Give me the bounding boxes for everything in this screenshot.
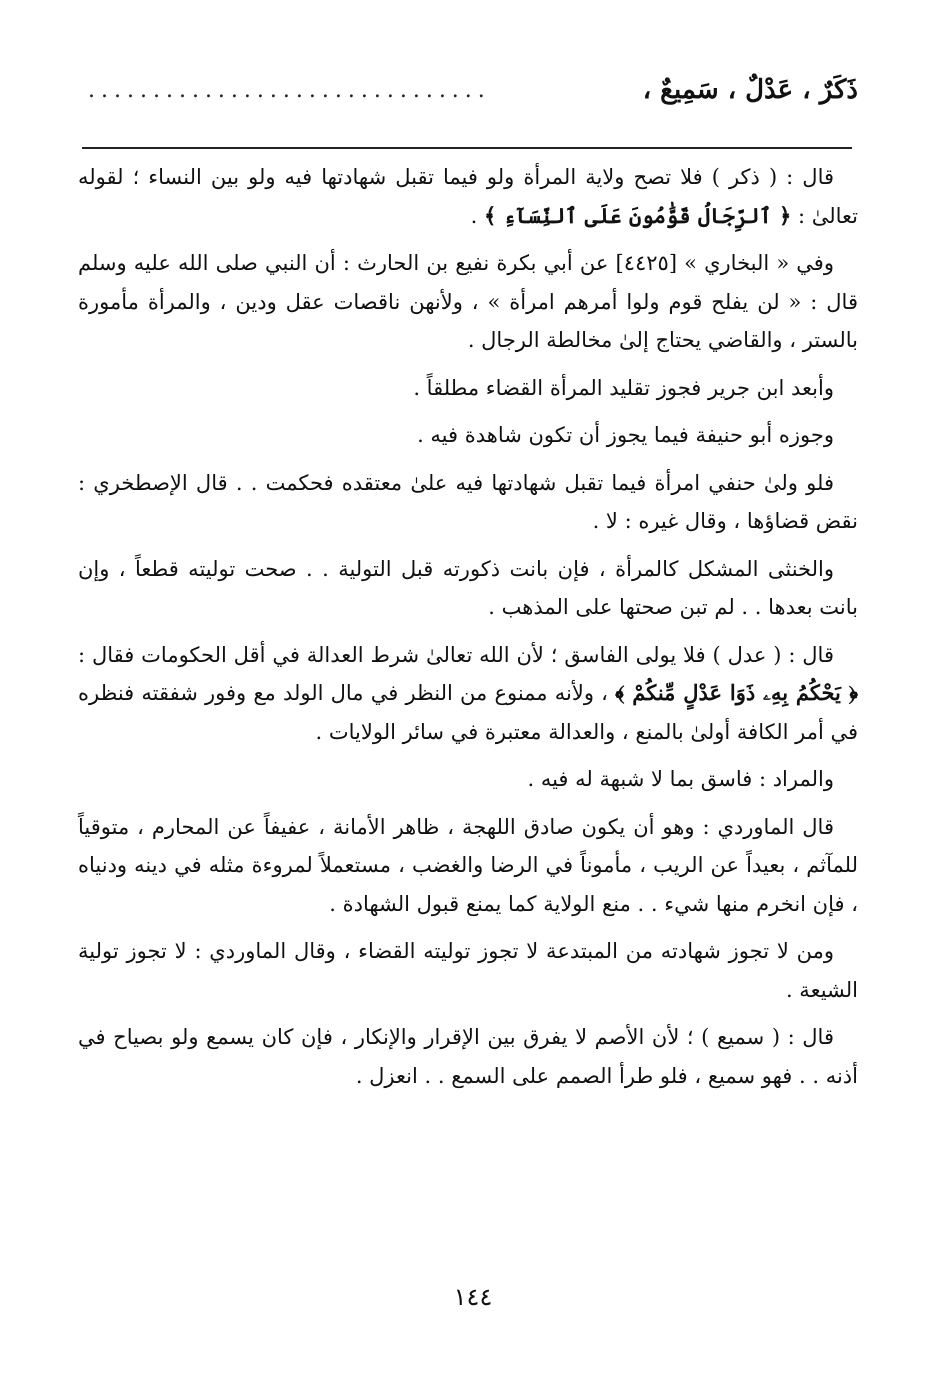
quran-verse: ﴿ يَحْكُمُ بِهِۦ ذَوَا عَدْلٍ مِّنكُمْ ﴾	[615, 680, 859, 705]
paragraph-2: وفي « البخاري » [٤٤٢٥] عن أبي بكرة نفيع بن الحارث : أن النبي صلى الله عليه وسلم قال : « لن يفلح قوم ولوا أمرهم امرأة » ، ولأنهن ناقصات عقل ودين ، والمرأة مأمورة بالستر ، والقاضي يحتاج إلىٰ مخالطة الرجال .	[78, 251, 858, 352]
paragraph-10: ومن لا تجوز شهادته من المبتدعة لا تجوز توليته القضاء ، وقال الماوردي : لا تجوز تولية الشيعة .	[78, 939, 858, 1002]
paragraph-6: والخنثى المشكل كالمرأة ، فإن بانت ذكورته قبل التولية . . صحت توليته قطعاً ، وإن بانت بعدها . . لم تبن صحتها على المذهب .	[78, 556, 858, 619]
paragraph-3: وأبعد ابن جرير فجوز تقليد المرأة القضاء مطلقاً .	[413, 375, 834, 400]
header-rule	[82, 147, 852, 149]
paragraph-4: وجوزه أبو حنيفة فيما يجوز أن تكون شاهدة فيه .	[417, 423, 834, 447]
running-header	[88, 70, 858, 110]
running-header-title: ذَكَرٌ ، عَدْلٌ ، سَمِيعٌ ،	[642, 75, 858, 105]
quran-verse: ﴿ ٱلرِّجَالُ قَوَّٰمُونَ عَلَى ٱلنِّسَآءِ ﴾	[484, 202, 792, 228]
body-text	[78, 158, 858, 1104]
dotted-leader: ...............................	[88, 77, 491, 103]
paragraph-9: قال الماوردي : وهو أن يكون صادق اللهجة ، ظاهر الأمانة ، عفيفاً عن المحارم ، متوقياً للمآثم ، بعيداً عن الريب ، مأموناً في الرضا والغضب ، مستعملاً لمروءة مثله في دينه ودنياه ، فإن انخرم منها شيء . . منع الولاية كما يمنع قبول الشهادة .	[78, 814, 858, 916]
paragraph-5: فلو ولىٰ حنفي امرأة فيما تقبل شهادتها فيه علىٰ معتقده فحكمت . . قال الإصطخري : نقض قضاؤها ، وقال غيره : لا .	[78, 470, 858, 533]
page-number: ١٤٤	[453, 1283, 493, 1311]
paragraph-1: قال : ( ذكر ) فلا تصح ولاية المرأة ولو فيما تقبل شهادتها فيه ولو بين النساء ؛ لقوله تعالىٰ : ﴿ ٱلرِّجَالُ قَوَّٰمُونَ عَلَى ٱلنِّسَآءِ ﴾ .	[78, 165, 858, 228]
paragraph-7: قال : ( عدل ) فلا يولى الفاسق ؛ لأن الله تعالىٰ شرط العدالة في أقل الحكومات فقال : ﴿ يَحْكُمُ بِهِۦ ذَوَا عَدْلٍ مِّنكُمْ ﴾ ، ولأنه ممنوع من النظر في مال الولد مع وفور شفقته فنظره في أمر الكافة أولىٰ بالمنع ، والعدالة معتبرة في سائر الولايات .	[78, 642, 859, 744]
paragraph-8: والمراد : فاسق بما لا شبهة له فيه .	[527, 767, 834, 791]
paragraph-11: قال : ( سميع ) ؛ لأن الأصم لا يفرق بين الإقرار والإنكار ، فإن كان يسمع ولو بصياح في أذنه . . فهو سميع ، فلو طرأ الصمم على السمع . . انعزل .	[78, 1025, 858, 1088]
